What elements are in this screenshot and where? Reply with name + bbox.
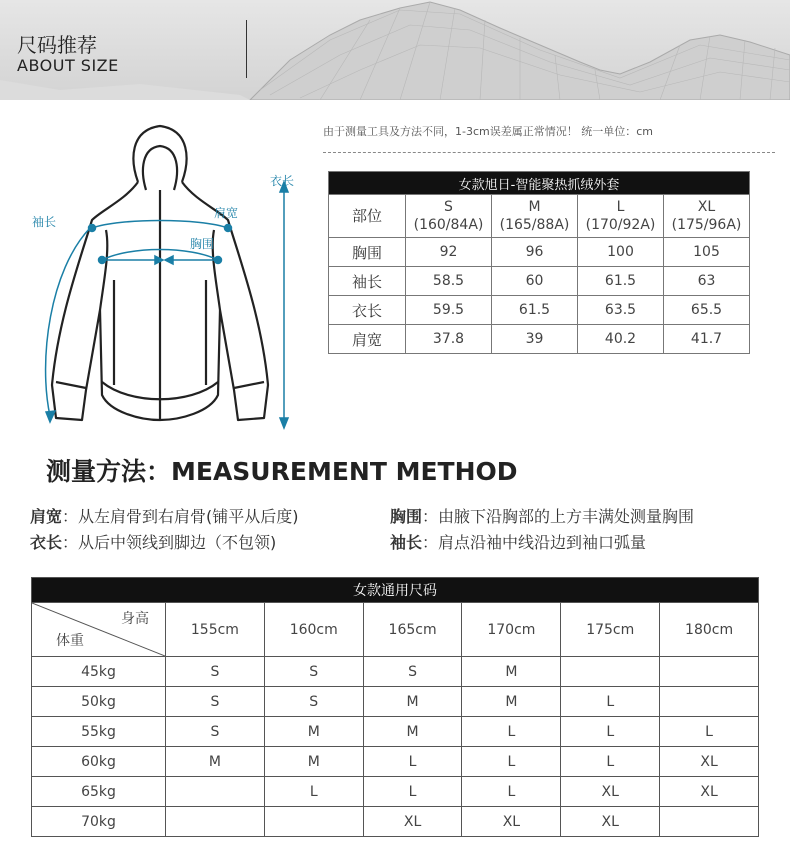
product-size-table	[328, 171, 750, 354]
weight-cell: 45kg	[32, 657, 166, 687]
table-row	[329, 325, 750, 354]
cell: L	[264, 777, 363, 807]
height-header: 180cm	[660, 603, 759, 657]
size-spec: (165/88A)	[499, 217, 570, 233]
table-row	[32, 687, 759, 717]
size-header	[406, 195, 492, 238]
method-key: 袖长	[390, 533, 423, 552]
weight-label: 体重	[56, 633, 84, 649]
cell: M	[462, 657, 561, 687]
height-header: 175cm	[561, 603, 660, 657]
jacket-diagram-icon	[30, 120, 310, 440]
size-label: XL	[697, 199, 716, 215]
cell: XL	[660, 747, 759, 777]
product-table-caption: 女款旭日-智能聚热抓绒外套	[329, 172, 750, 195]
cell: S	[166, 657, 265, 687]
header-banner	[0, 0, 790, 100]
cell: S	[264, 687, 363, 717]
cell: L	[561, 687, 660, 717]
method-sep: ：	[422, 533, 439, 552]
method-item-length	[30, 530, 276, 553]
cell: 63	[664, 267, 750, 296]
cell: M	[166, 747, 265, 777]
cell	[166, 777, 265, 807]
cell: 61.5	[492, 296, 578, 325]
label-length: 衣长	[270, 174, 295, 188]
cell	[660, 687, 759, 717]
size-header	[664, 195, 750, 238]
diagonal-header-cell	[32, 603, 166, 657]
table-row	[32, 657, 759, 687]
header-title-en: ABOUT SIZE	[17, 56, 119, 75]
cell: M	[264, 747, 363, 777]
cell: 63.5	[578, 296, 664, 325]
cell: S	[166, 687, 265, 717]
cell	[264, 807, 363, 837]
table-row	[329, 267, 750, 296]
size-header	[492, 195, 578, 238]
cell: M	[462, 687, 561, 717]
cell: S	[166, 717, 265, 747]
label-chest: 胸围	[190, 237, 215, 251]
method-text: 从后中领线到脚边（不包领)	[78, 533, 277, 552]
size-label: L	[616, 199, 625, 215]
mountain-wireframe-icon	[0, 0, 790, 100]
weight-cell: 50kg	[32, 687, 166, 717]
weight-cell: 65kg	[32, 777, 166, 807]
cell: 39	[492, 325, 578, 354]
row-label: 肩宽	[329, 325, 406, 354]
header-divider	[246, 20, 247, 78]
cell: 58.5	[406, 267, 492, 296]
cell: XL	[462, 807, 561, 837]
cell: 92	[406, 238, 492, 267]
table-row	[32, 807, 759, 837]
method-item-shoulder	[30, 504, 299, 527]
method-text: 肩点沿袖中线沿边到袖口弧量	[438, 533, 647, 552]
method-item-chest	[390, 504, 694, 527]
height-header: 155cm	[166, 603, 265, 657]
row-label: 衣长	[329, 296, 406, 325]
cell: L	[561, 747, 660, 777]
method-text: 从左肩骨到右肩骨(铺平从后度)	[78, 507, 299, 526]
table-row	[32, 717, 759, 747]
method-key: 衣长	[30, 533, 63, 552]
height-header: 160cm	[264, 603, 363, 657]
cell: M	[363, 717, 462, 747]
label-sleeve: 袖长	[32, 215, 57, 229]
cell: L	[462, 777, 561, 807]
method-key: 肩宽	[30, 507, 63, 526]
height-header: 165cm	[363, 603, 462, 657]
cell: M	[363, 687, 462, 717]
cell: L	[363, 747, 462, 777]
weight-cell: 70kg	[32, 807, 166, 837]
cell: XL	[660, 777, 759, 807]
size-spec: (175/96A)	[671, 217, 742, 233]
method-sep: ：	[62, 533, 79, 552]
row-label: 胸围	[329, 238, 406, 267]
header-title-cn: 尺码推荐	[17, 33, 97, 57]
method-title: 测量方法：MEASUREMENT METHOD	[46, 457, 518, 486]
size-spec: (160/84A)	[413, 217, 484, 233]
cell: 37.8	[406, 325, 492, 354]
method-item-sleeve	[390, 530, 646, 553]
table-row	[32, 777, 759, 807]
cell	[166, 807, 265, 837]
cell: L	[561, 717, 660, 747]
method-sep: ：	[422, 507, 439, 526]
cell: 41.7	[664, 325, 750, 354]
method-key: 胸围	[390, 507, 423, 526]
cell	[660, 657, 759, 687]
cell: 100	[578, 238, 664, 267]
cell: 59.5	[406, 296, 492, 325]
cell: L	[660, 717, 759, 747]
cell: XL	[561, 777, 660, 807]
size-spec: (170/92A)	[585, 217, 656, 233]
cell: M	[264, 717, 363, 747]
cell: S	[363, 657, 462, 687]
height-label: 身高	[121, 611, 149, 627]
height-header: 170cm	[462, 603, 561, 657]
weight-cell: 55kg	[32, 717, 166, 747]
cell: L	[462, 717, 561, 747]
product-table-corner: 部位	[329, 195, 406, 238]
method-text: 由腋下沿胸部的上方丰满处测量胸围	[438, 507, 695, 526]
cell: 105	[664, 238, 750, 267]
cell: 40.2	[578, 325, 664, 354]
cell	[660, 807, 759, 837]
method-sep: ：	[62, 507, 79, 526]
cell: 60	[492, 267, 578, 296]
measurement-note: 由于测量工具及方法不同，1-3cm误差属正常情况！ 统一单位：cm	[323, 125, 653, 138]
cell: 96	[492, 238, 578, 267]
cell: XL	[363, 807, 462, 837]
table-row	[329, 296, 750, 325]
cell: L	[363, 777, 462, 807]
cell: S	[264, 657, 363, 687]
cell	[561, 657, 660, 687]
weight-cell: 60kg	[32, 747, 166, 777]
label-shoulder: 肩宽	[214, 206, 239, 220]
cell: 65.5	[664, 296, 750, 325]
cell: XL	[561, 807, 660, 837]
size-header	[578, 195, 664, 238]
size-label: M	[528, 199, 541, 215]
cell: L	[462, 747, 561, 777]
size-label: S	[444, 199, 453, 215]
row-label: 袖长	[329, 267, 406, 296]
cell: 61.5	[578, 267, 664, 296]
dashed-divider	[323, 152, 775, 153]
general-table-caption: 女款通用尺码	[32, 578, 759, 603]
table-row	[329, 238, 750, 267]
general-size-table	[31, 577, 759, 837]
table-row	[32, 747, 759, 777]
